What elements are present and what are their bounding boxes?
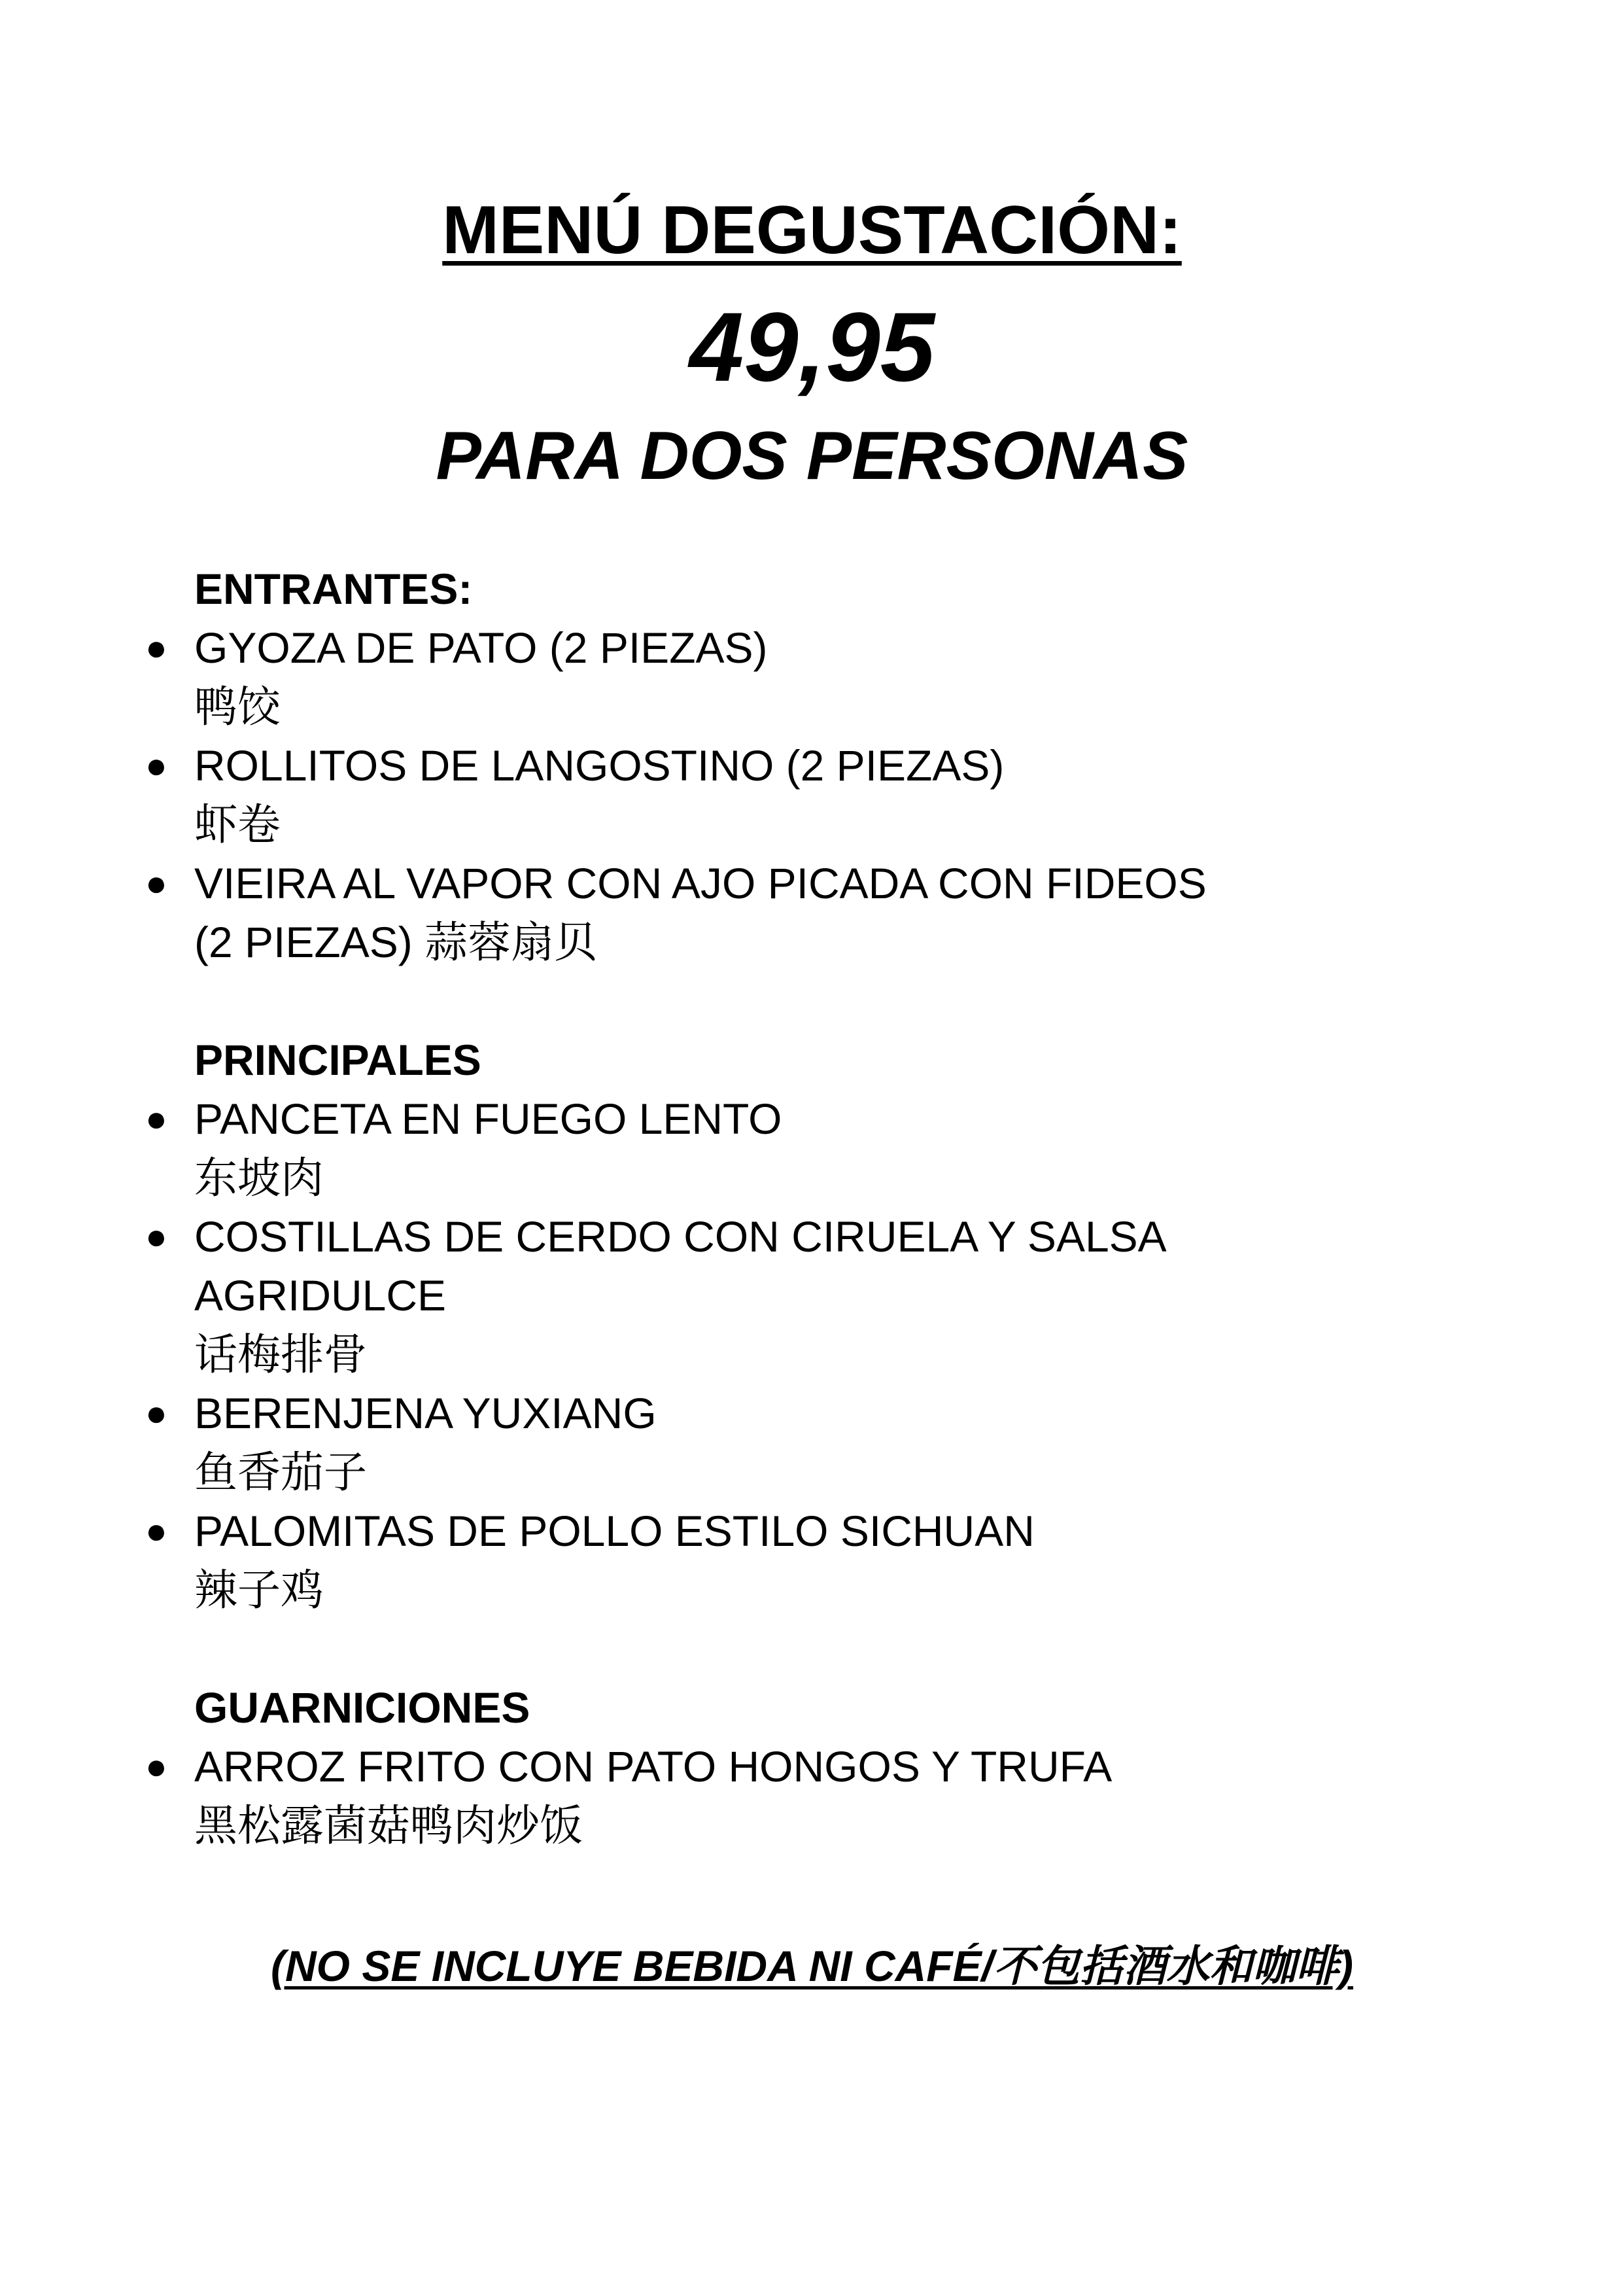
section-heading: GUARNICIONES [194,1683,530,1732]
menu-subtitle: PARA DOS PERSONAS [436,418,1188,494]
bullet-icon: ● [145,1745,167,1787]
dish-list [0,1089,1624,1619]
menu-price: 49,95 [689,292,935,402]
dish-name-chinese: 话梅排骨 [194,1330,367,1378]
section-heading: ENTRANTES: [194,565,473,613]
dish-item [0,1737,1624,1855]
dish-name: ROLLITOS DE LANGOSTINO (2 PIEZAS) [194,741,1005,790]
menu-section [0,1678,1624,1855]
dish-item [0,736,1624,854]
dish-name-chinese: 辣子鸡 [194,1566,324,1614]
dish-name-chinese: 黑松露菌菇鸭肉炒饭 [194,1801,583,1849]
dish-name: ARROZ FRITO CON PATO HONGOS Y TRUFA [194,1742,1113,1791]
bullet-icon: ● [145,1216,167,1257]
bullet-icon: ● [145,862,167,903]
dish-name: (2 PIEZAS) 蒜蓉扇贝 [194,918,598,966]
dish-name-chinese: 鱼香茄子 [194,1448,367,1496]
menu-footnote: (NO SE INCLUYE BEBIDA NI CAFÉ/不包括酒水和咖啡) [271,1942,1353,1990]
dish-name-chinese: 鸭饺 [194,682,281,731]
section-heading: PRINCIPALES [194,1036,481,1084]
menu-title: MENÚ DEGUSTACIÓN: [442,192,1182,268]
menu-section [0,559,1624,972]
dish-name: GYOZA DE PATO (2 PIEZAS) [194,623,768,672]
bullet-icon: ● [145,1510,167,1551]
menu-content [0,559,1624,1855]
dish-name: COSTILLAS DE CERDO CON CIRUELA Y SALSA [194,1212,1167,1261]
dish-item [0,854,1624,972]
dish-item [0,1501,1624,1619]
menu-section [0,1030,1624,1619]
bullet-icon: ● [145,1392,167,1433]
dish-item [0,1089,1624,1207]
bullet-icon: ● [145,627,167,668]
bullet-icon: ● [145,745,167,786]
dish-list [0,618,1624,972]
dish-name: PALOMITAS DE POLLO ESTILO SICHUAN [194,1507,1035,1555]
dish-name: VIEIRA AL VAPOR CON AJO PICADA CON FIDEOS [194,859,1207,907]
dish-name: BERENJENA YUXIANG [194,1389,657,1437]
dish-name-chinese: 东坡肉 [194,1153,324,1202]
dish-list [0,1737,1624,1855]
dish-name-chinese: 虾卷 [194,800,281,849]
dish-item [0,1207,1624,1384]
dish-name: AGRIDULCE [194,1271,447,1320]
dish-item [0,1384,1624,1501]
bullet-icon: ● [145,1098,167,1139]
dish-item [0,618,1624,736]
dish-name: PANCETA EN FUEGO LENTO [194,1095,782,1143]
